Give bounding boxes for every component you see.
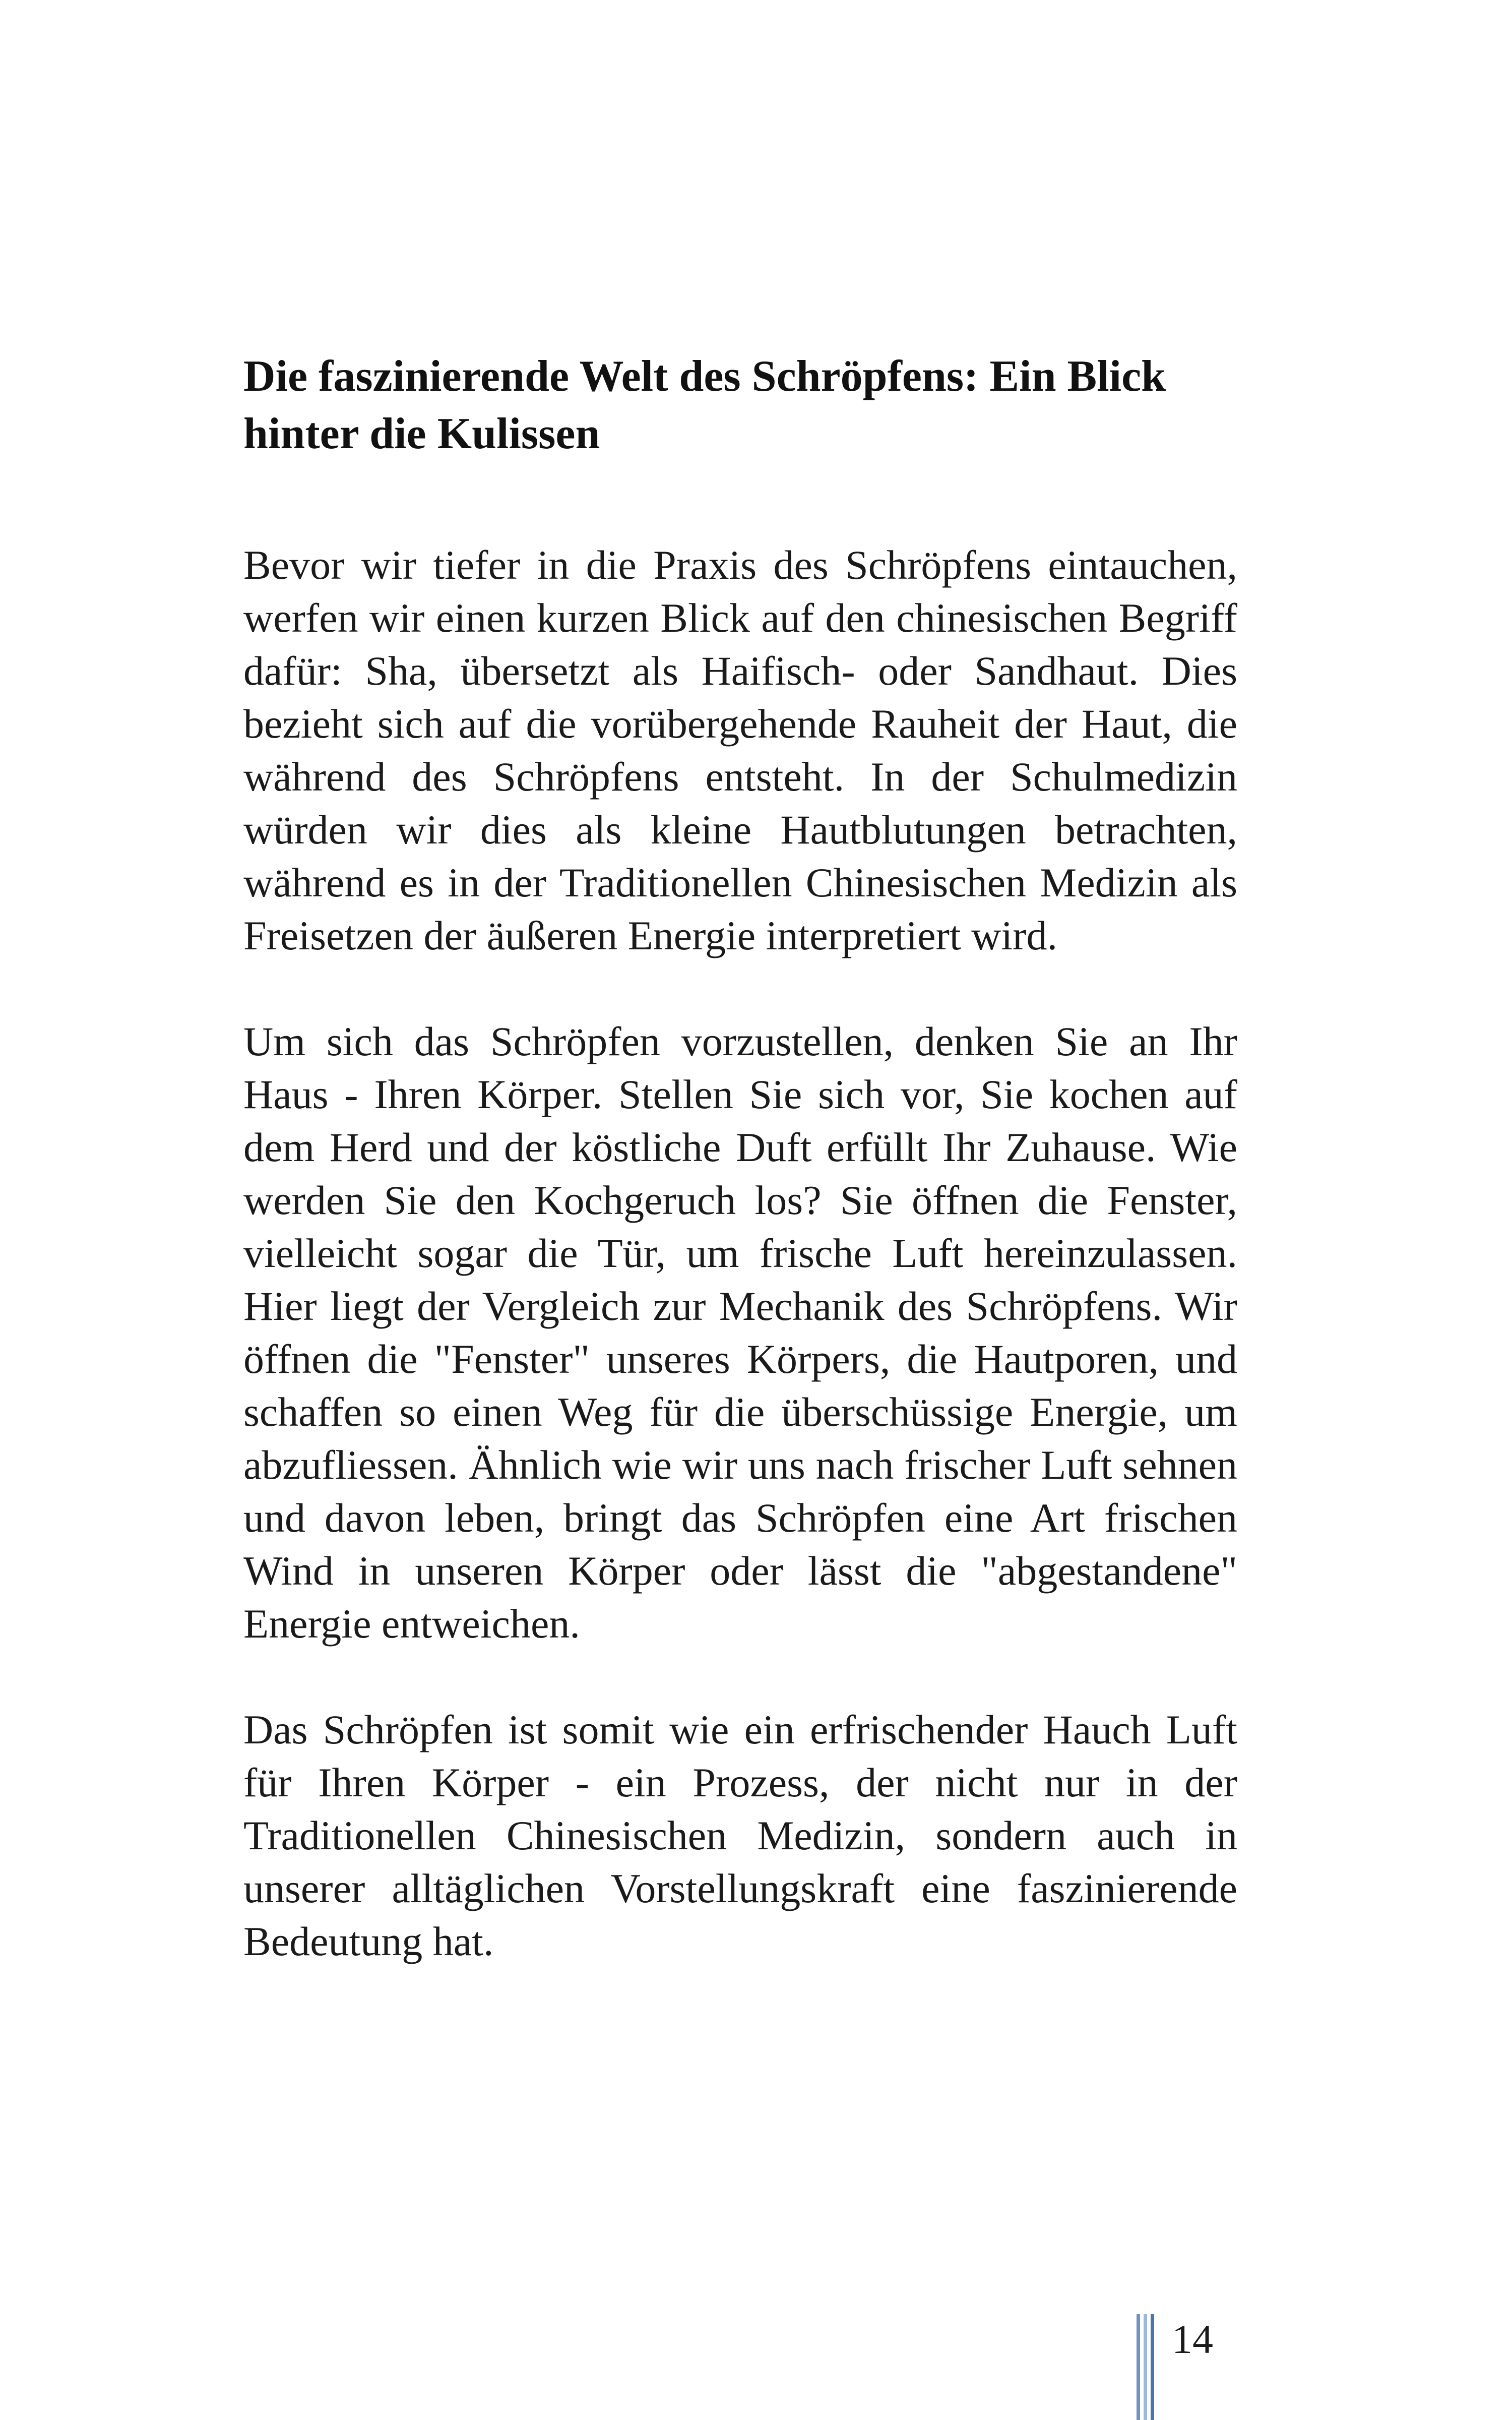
footer-rule — [1151, 2314, 1154, 2420]
body-paragraph: Bevor wir tiefer in die Praxis des Schröpfens eintauchen, werfen wir einen kurzen Blick auf den chinesischen Begriff dafür: Sha, übersetzt als Haifisch- oder Sandhaut. Dies bezieht sich auf die vorübergehende Rauheit der Haut, die während des Schröpfens entsteht. In der Schulmedizin würden wir dies als kleine Hautblutungen betrachten, während es in der Traditionellen Chinesischen Medizin als Freisetzen der äußeren Energie interpretiert wird. — [243, 542, 1237, 958]
body-paragraph: Das Schröpfen ist somit wie ein erfrischender Hauch Luft für Ihren Körper - ein Prozess, der nicht nur in der Traditionellen Chinesischen Medizin, sondern auch in unserer alltäglichen Vorstellungskraft eine faszinierende Bedeutung hat. — [243, 1707, 1237, 1964]
chapter-heading: Die faszinierende Welt des Schröpfens: Ein Blick hinter die Kulissen — [243, 352, 1166, 458]
footer-rule — [1144, 2314, 1147, 2420]
body-paragraph: Um sich das Schröpfen vorzustellen, denken Sie an Ihr Haus - Ihren Körper. Stellen Sie sich vor, Sie kochen auf dem Herd und der köstliche Duft erfüllt Ihr Zuhause. Wie werden Sie den Kochgeruch los? Sie öffnen die Fenster, vielleicht sogar die Tür, um frische Luft hereinzulassen. Hier liegt der Vergleich zur Mechanik des Schröpfens. Wir öffnen die "Fenster" unseres Körpers, die Hautporen, und schaffen so einen Weg für die überschüssige Energie, um abzufliessen. Ähnlich wie wir uns nach frischer Luft sehnen und davon leben, bringt das Schröpfen eine Art frischen Wind in unseren Körper oder lässt die "abgestandene" Energie entweichen. — [243, 1018, 1237, 1647]
footer-rule — [1137, 2314, 1140, 2420]
page-content — [243, 348, 1237, 2021]
page-number: 14 — [1172, 2316, 1213, 2362]
page-footer — [1137, 2314, 1288, 2420]
